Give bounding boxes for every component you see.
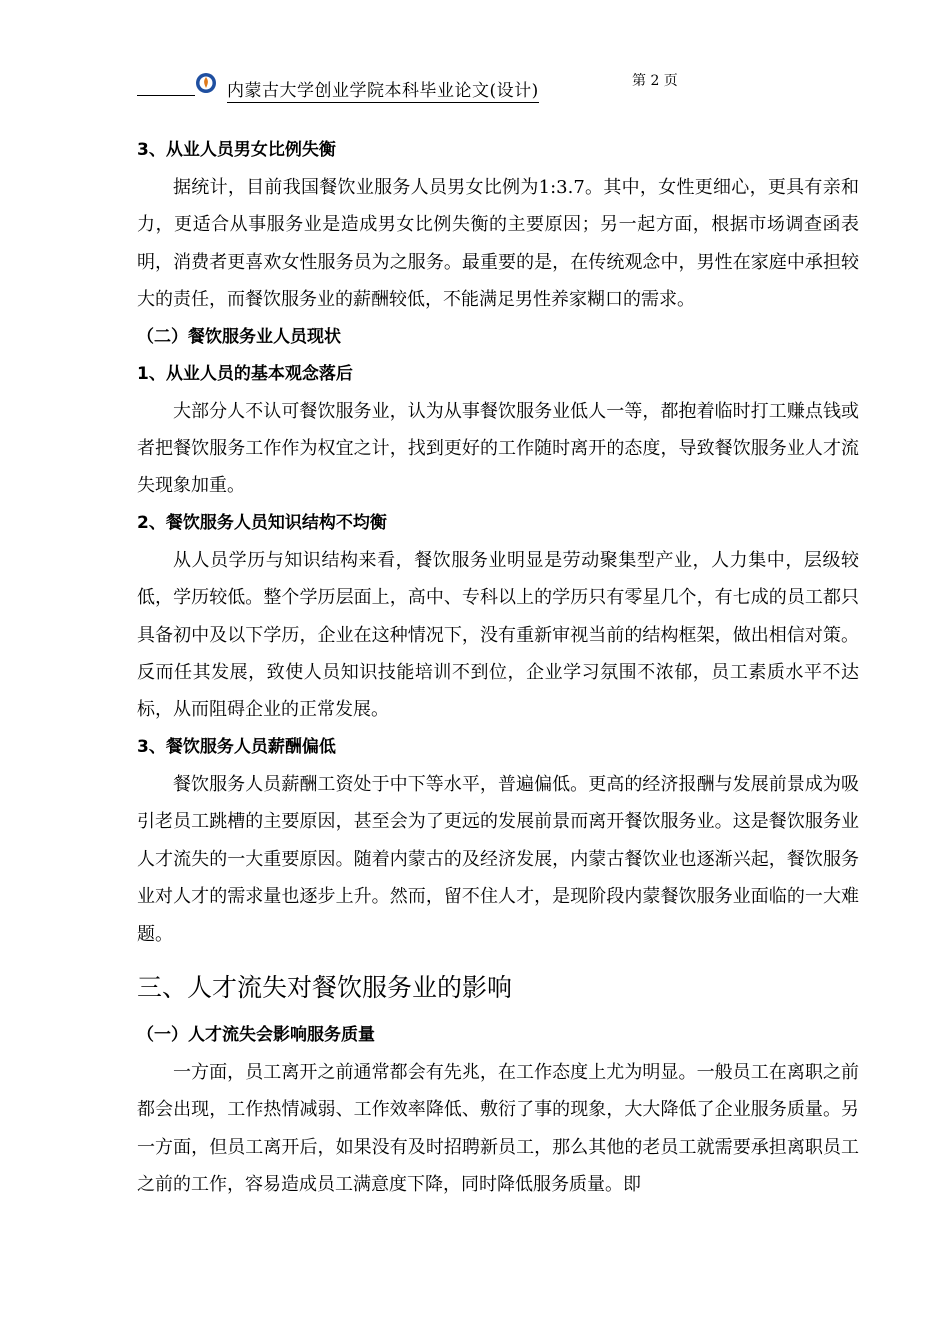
subsection-heading: 2、餐饮服务人员知识结构不均衡 — [137, 512, 387, 533]
subsection-heading: 1、从业人员的基本观念落后 — [137, 363, 353, 384]
header-title: 内蒙古大学创业学院本科毕业论文(设计) — [227, 76, 539, 103]
chapter-heading: 三、人才流失对餐饮服务业的影响 — [137, 972, 513, 1002]
section-heading: （二）餐饮服务业人员现状 — [137, 326, 341, 347]
section-heading: （一）人才流失会影响服务质量 — [137, 1024, 375, 1045]
header-rule — [137, 95, 195, 96]
university-logo-icon — [195, 72, 217, 94]
subsection-heading: 3、餐饮服务人员薪酬偏低 — [137, 736, 336, 757]
paragraph: 大部分人不认可餐饮服务业，认为从事餐饮服务业低人一等，都抱着临时打工赚点钱或者把餐饮服务工作作为权宜之计，找到更好的工作随时离开的态度，导致餐饮服务业人才流失现象加重。 — [137, 400, 859, 497]
paragraph: 从人员学历与知识结构来看，餐饮服务业明显是劳动聚集型产业，人力集中，层级较低，学历较低。整个学历层面上，高中、专科以上的学历只有零星几个，有七成的员工都只具备初中及以下学历，企业在这种情况下，没有重新审视当前的结构框架，做出相信对策。反而任其发展，致使人员知识技能培训不到位，企业学习氛围不浓郁，员工素质水平不达标，从而阻碍企业的正常发展。 — [137, 549, 859, 721]
subsection-heading: 3、从业人员男女比例失衡 — [137, 140, 336, 160]
paragraph: 餐饮服务人员薪酬工资处于中下等水平，普遍偏低。更高的经济报酬与发展前景成为吸引老员工跳槽的主要原因，甚至会为了更远的发展前景而离开餐饮服务业。这是餐饮服务业人才流失的一大重要原因。随着内蒙古的及经济发展，内蒙古餐饮业也逐渐兴起，餐饮服务业对人才的需求量也逐步上升。然而，留不住人才，是现阶段内蒙餐饮服务业面临的一大难题。 — [137, 773, 859, 945]
page-header — [137, 68, 827, 102]
paragraph: 一方面，员工离开之前通常都会有先兆，在工作态度上尤为明显。一般员工在离职之前都会出现，工作热情减弱、工作效率降低、敷衍了事的现象，大大降低了企业服务质量。另一方面，但员工离开后，如果没有及时招聘新员工，那么其他的老员工就需要承担离职员工之前的工作，容易造成员工满意度下降，同时降低服务质量。即 — [137, 1061, 859, 1196]
paragraph: 据统计，目前我国餐饮业服务人员男女比例为1:3.7。其中，女性更细心，更具有亲和力，更适合从事服务业是造成男女比例失衡的主要原因；另一起方面，根据市场调查函表明，消费者更喜欢女性服务员为之服务。最重要的是，在传统观念中，男性在家庭中承担较大的责任，而餐饮服务业的薪酬较低，不能满足男性养家糊口的需求。 — [137, 177, 859, 311]
document-body — [137, 132, 859, 1204]
page-number: 第 2 页 — [632, 73, 678, 89]
